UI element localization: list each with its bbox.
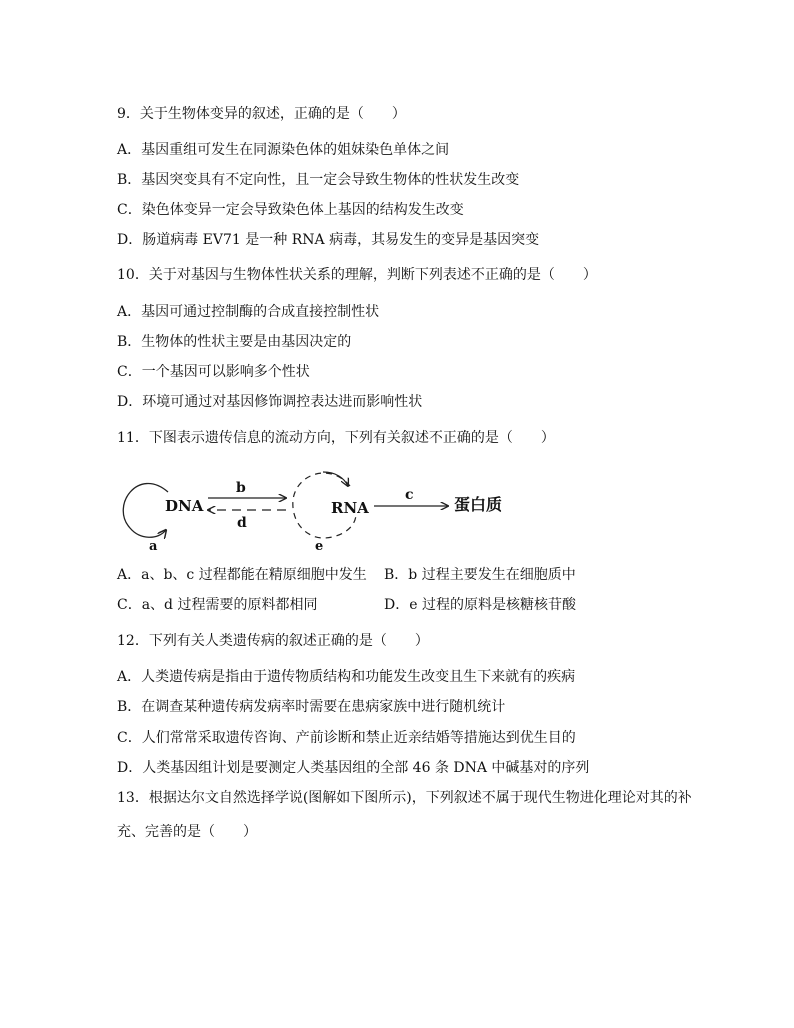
- q10-option-d: D．环境可通过对基因修饰调控表达进而影响性状: [117, 394, 423, 410]
- q10-option-a: A．基因可通过控制酶的合成直接控制性状: [117, 304, 380, 320]
- protein-label: 蛋白质: [454, 495, 503, 514]
- q12-option-a: A．人类遗传病是指由于遗传物质结构和功能发生改变且生下来就有的疾病: [117, 669, 576, 685]
- q12-option-c: C．人们常常采取遗传咨询、产前诊断和禁止近亲结婚等措施达到优生目的: [117, 730, 576, 746]
- label-a: a: [149, 539, 158, 554]
- replication-loop-a: [123, 484, 168, 538]
- q9-option-a: A．基因重组可发生在同源染色体的姐妹染色单体之间: [117, 142, 450, 158]
- q10-stem: 10．关于对基因与生物体性状关系的理解，判断下列表述不正确的是（ ）: [117, 267, 597, 283]
- q9-stem: 9．关于生物体变异的叙述，正确的是（ ）: [117, 106, 406, 122]
- q13-stem-line1: 13．根据达尔文自然选择学说(图解如下图所示)，下列叙述不属于现代生物进化理论对其的补: [117, 790, 692, 806]
- label-b: b: [236, 480, 246, 496]
- q12-stem: 12．下列有关人类遗传病的叙述正确的是（ ）: [117, 633, 429, 649]
- q11-option-d: D．e 过程的原料是核糖核苷酸: [384, 597, 576, 613]
- q10-option-c: C．一个基因可以影响多个性状: [117, 364, 310, 380]
- q11-option-b: B．b 过程主要发生在细胞质中: [384, 567, 576, 583]
- q13-stem-line2: 充、完善的是（ ）: [117, 824, 257, 840]
- q11-option-c: C．a、d 过程需要的原料都相同: [117, 597, 318, 613]
- dna-label: DNA: [165, 497, 204, 515]
- label-d: d: [237, 515, 247, 531]
- q12-option-b: B．在调查某种遗传病发病率时需要在患病家族中进行随机统计: [117, 699, 506, 715]
- q9-option-b: B．基因突变具有不定向性，且一定会导致生物体的性状发生改变: [117, 172, 520, 188]
- q11-stem: 11．下图表示遗传信息的流动方向，下列有关叙述不正确的是（ ）: [117, 430, 555, 446]
- q9-option-d: D．肠道病毒 EV71 是一种 RNA 病毒，其易发生的变异是基因突变: [117, 232, 540, 248]
- q9-option-c: C．染色体变异一定会导致染色体上基因的结构发生改变: [117, 202, 464, 218]
- label-c: c: [405, 487, 414, 503]
- q12-option-d: D．人类基因组计划是要测定人类基因组的全部 46 条 DNA 中碱基对的序列: [117, 760, 590, 776]
- genetic-flow-diagram: [118, 466, 518, 556]
- rna-label: RNA: [331, 499, 369, 517]
- q11-option-a: A．a、b、c 过程都能在精原细胞中发生: [117, 567, 367, 583]
- label-e: e: [315, 539, 324, 554]
- q10-option-b: B．生物体的性状主要是由基因决定的: [117, 334, 352, 350]
